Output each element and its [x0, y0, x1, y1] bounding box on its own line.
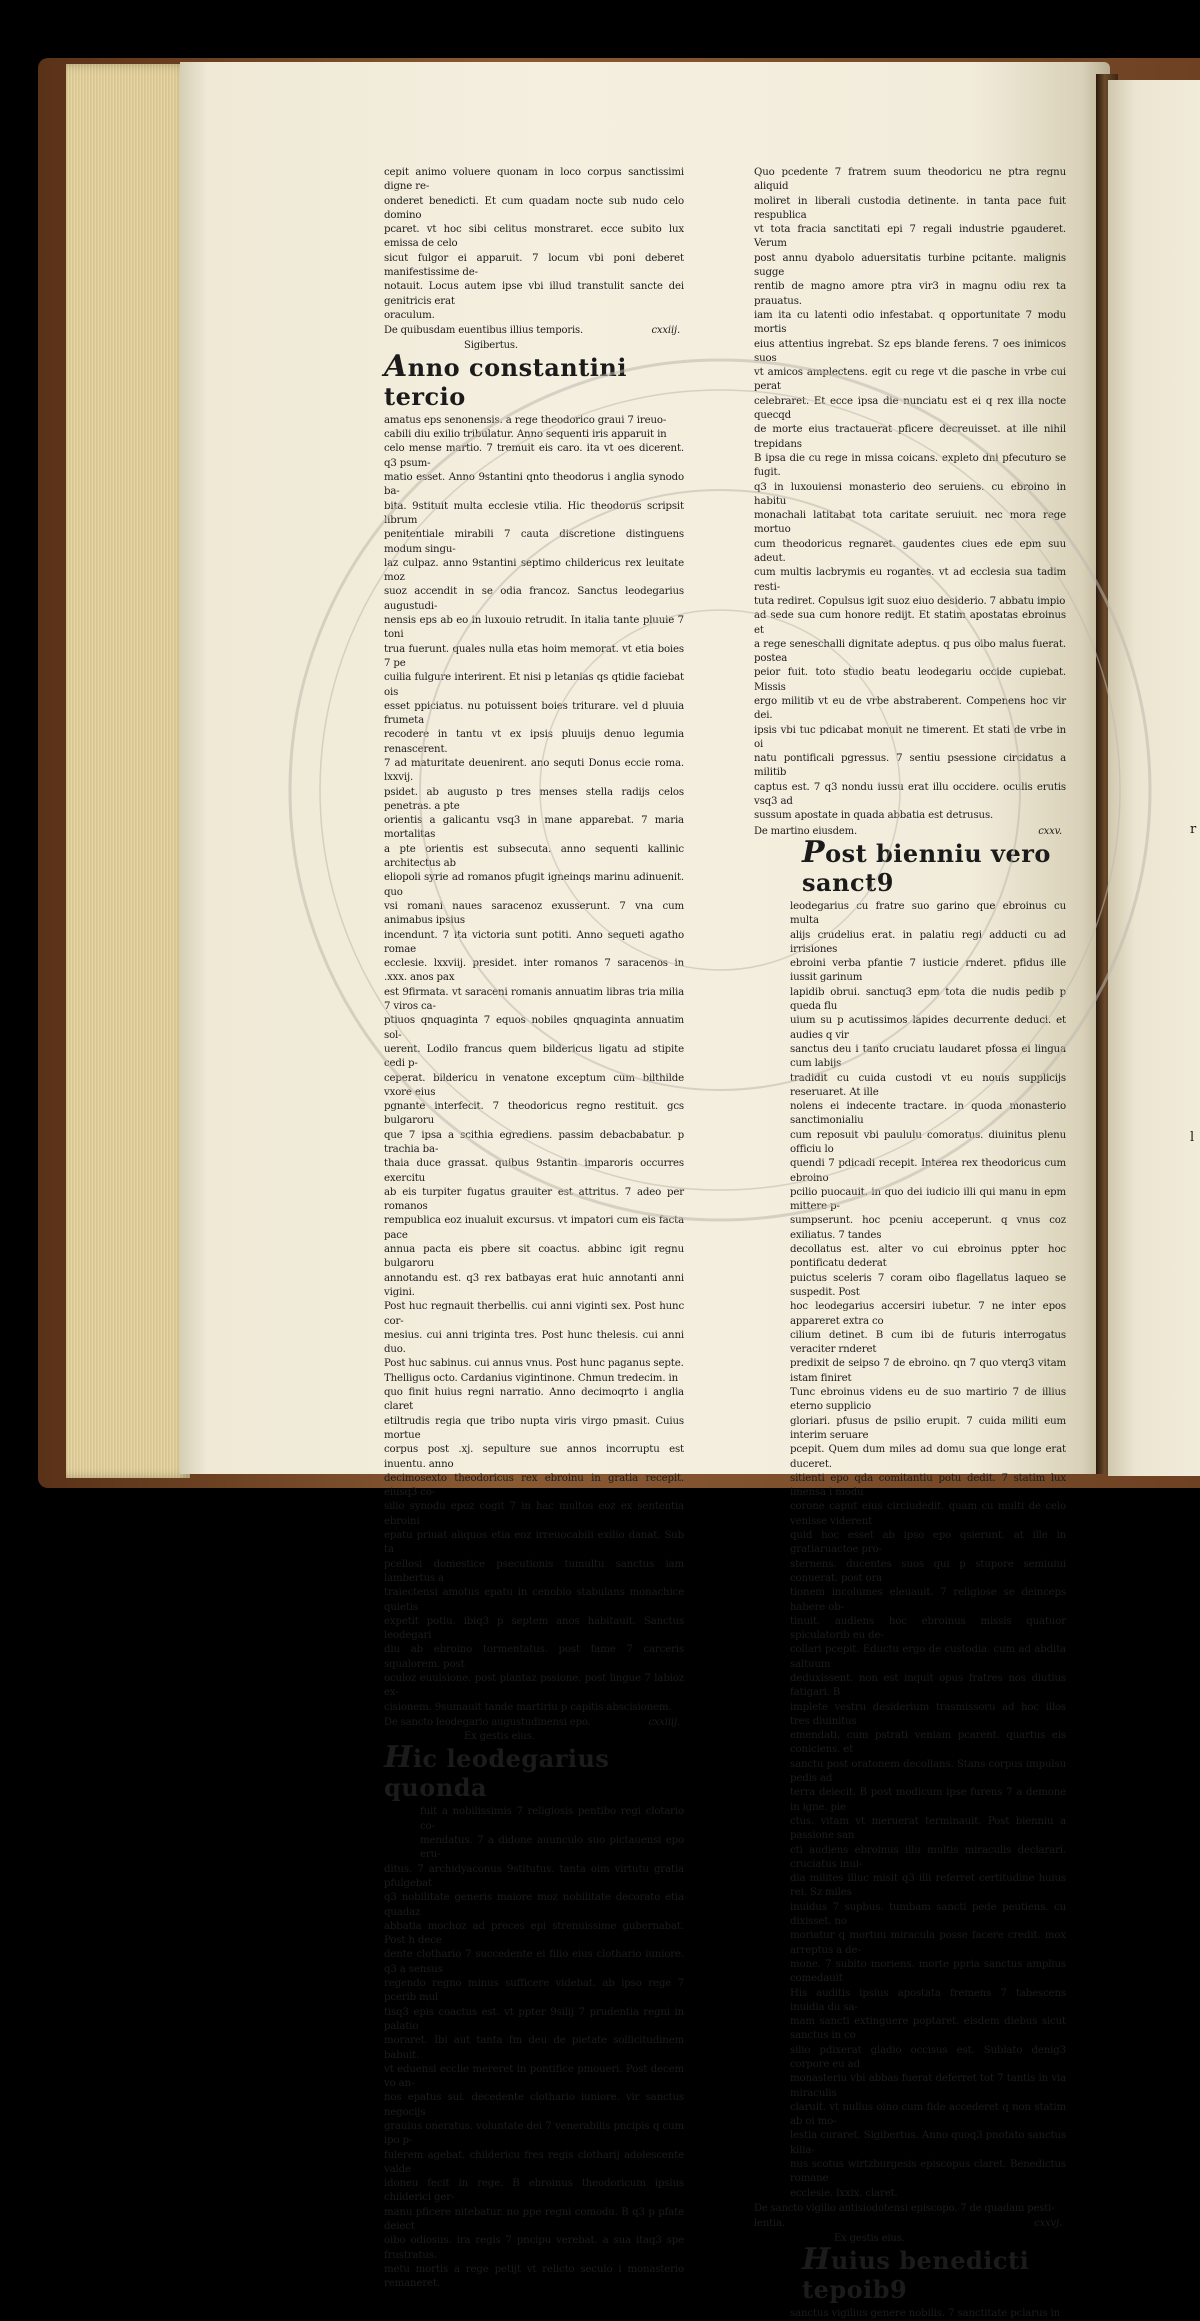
section-heading: [754, 2241, 1066, 2307]
paragraph: leodegarius cu fratre suo garino que ebroinus cu multa alijs crudelius erat. in palatiu regi adducti cu ad irrisiones ebroini verba pfantie 7 iusticie rnderet. pfidus ille iussit garinum lapidib obrui. sanctuq3 epm tota die nudis pedib p queda flu uium su p acutissimos lapides decurrente deduci. et audies q vir sanctus deu i tanto cruciatu laudaret pfossa ei lingua cum labijs tradidit cu cuida custodi vt eu nouis supplicijs reseruaret. At ille nolens ei indecente tractare. in quoda monasterio sanctimonialiu cum reposuit vbi paululu comoratus. diuinitus plenu officiu lo quendi 7 pdicadi recepit. Interea rex theodoricus cum ebroino pcilio puocauit. in quo dei iudicio illi qui manu in epm mittere p- sumpserunt. hoc pceniu acceperunt. q vnus coz exiliatus. 7 tandes decollatus est. alter vo cui ebroinus ppter hoc pontificatu dederat puictus sceleris 7 coram oibo flagellatus laqueo se suspedit. Post hoc leodegarius accersiri iubetur. 7 ne inter epos appareret extra co cilium detinet. B cum ibi de futuris interrogatus veraciter rnderet predixit de seipso 7 de ebroino. qn 7 quo vterq3 vitam istam finiret Tunc ebroinus videns eu de suo martirio 7 de illius eterno supplicio gloriari. pfusus de psilio erupit. 7 cuida militi eum interim seruare pcepit. Quem dum miles ad domu sua que longe erat duceret. sitienti epo qda comitantiu potu dedit. 7 statim lux imensa i modu corone caput eius circiudedit. quam cu multi de celo venisse viderent quid hoc esset ab ipso epo qsierunt. at ille in gratiaruactoe pro- sternens. ducentes suos qui p stupore semiuiui conuerat. post ora tionem incolumes eleuauit. 7 religiose se deinceps habere ob- tinuit. audiens hoc ebroinus missis quatuor spiculatorib eu de- collari pcepit. Eductu ergo de custodia. cum ad abdita saltuum deduxissent. non est inquit opus fratres nos diutius fatigari. B implete vestru desiderium trasmissoru ad hoc illos tres diuinitus emendati. cum pstrati veniam pcarent. quartus eis coniciens. et sanctu post oratonem decollans. Stans corpus impulsu pedis ad terra deiecit. B post modicum ipse furens 7 a demone in igne. pie ctus. vitam vt meruerat terminauit. Post bienniu a passione san cti audiens ebroinus illu multis miraculis declarari. cruciatus inui- dia milites illuc misit q3 illi referret certitudine huius rei. Sz miles inuidus 7 supbus. tumbam sancti pede peutiens. cu dixisset. no moriatur q mortuu miracula posse facere credit. mox arreptus a de- mone. 7 subito moriens. morte ppria sanctus amplius comedauit His auditis ipsius apostata fremens 7 tabescens inuidia du sa- mam sancti extinguere poptaret. eisdem diebus sicut sanctus in co silio pdixerat gladio occisus est. Sublato denig3 corpore eu ad monasteriu vbi abbas fuerat deferret tot 7 tantis in via miraculis claruit. vt nullus oino cum fide accederet q non statim ab oi mo- lestia curaret. Sigibertus. Anno quoq3 pnotato sanctus kilia- nus scotus wirtzburgesis episcopus claret. Benedictus romane ecclesie. lxxix. claret.: [790, 900, 1066, 2199]
source-attribution: Ex gestis eius.: [464, 1731, 535, 1743]
rubric-text: De sancto leodegario augustudinensi epo.: [384, 1716, 591, 1728]
rubric-text: De martino eiusdem.: [754, 825, 858, 837]
rubric-text: De quibusdam euentibus illius temporis.: [384, 325, 584, 337]
section-heading: [384, 348, 684, 414]
rubric-text: De sancto vigilio antisiodotensi episcopo. 7 de quadam pesti-: [754, 2202, 1055, 2214]
paragraph: fuit a nobilissimis 7 religiosis pentibo regi clotario co- mendatus. 7 a didone auunculo suo pictauensi epo eru-: [420, 1806, 684, 1861]
chapter-number: cxxvj.: [1034, 2218, 1062, 2230]
heading-text: ost bienniu vero sanct9: [802, 838, 1051, 897]
initial-letter: H: [802, 2241, 831, 2277]
page-block-edge: [66, 64, 190, 1478]
chapter-number: cxxiij.: [651, 325, 680, 337]
section-heading: [754, 834, 1066, 900]
chapter-rubric: [384, 324, 684, 338]
source-attribution: Sigibertus.: [464, 339, 518, 351]
source-attribution: Ex gestis eius.: [834, 2232, 905, 2244]
heading-text: ic leodegarius quonda: [384, 1744, 610, 1803]
chapter-rubric: [754, 825, 1066, 839]
paragraph: amatus eps senonensis. a rege theodorico graui 7 ireuo- cabili diu exilio tribulatur. Anno sequenti iris apparuit in celo mense martio. 7 tremuit eis caro. ita vt oes dicerent. q3 psum- matio esset. Anno 9stantini qnto theodorus i anglia synodo ba- bita. 9stituit multa ecclesie vtilia. Hic theodorus scripsit librum penitentiale mirabili 7 cauta discretione distinguens modum singu- laz culpaz. anno 9stantini septimo childericus rex leuitate moz suoz accendit in se odia francoz. Sanctus leodegarius augustudi- nensis eps ab eo in luxouio retrudit. In italia tante pluuie 7 toni trua fuerunt. quales nulla etas hoim memorat. vt etia boies 7 pe cuilia fulgure interirent. Et nisi p letanias qs qtidie faciebat ois esset ppiciatus. nu potuissent boies triturare. vel d pluuia frumeta recodere in tantu vt ex ipsis pluuijs denuo legumia renascerent. 7 ad maturitate deuenirent. ano sequti Donus eccie roma. lxxvij. psidet. ab augusto p tres menses stella radijs celos penetras. a pte orientis a galicantu vsq3 in mane apparebat. 7 maria mortalitas a pte orientis est subsecuta. anno sequenti kallinic architectus ab eliopoli syrie ad romanos pfugit igneinqs marinu adinuenit. quo vsi romani naues saracenoz exusserunt. 7 vna cum animabus ipsius incendunt. 7 ita victoria sunt potiti. Anno sequeti agatho romae ecclesie. lxxviij. presidet. inter romanos 7 saracenos in .xxx. anos pax est 9firmata. vt saraceni romanis annuatim libras tria milia 7 viros ca- ptiuos qnquaginta 7 equos nobiles qnquaginta annuatim sol- uerent. Lodilo francus quem bildericus ligatu ad stipite cedi p- ceperat. bildericu in venatone exceptum cum bilthilde vxore eius pgnante interfecit. 7 theodoricus regno restituit. gcs bulgaroru que 7 ipsa a scithia egrediens. passim debacbabatur. p trachia ba- thaia duce grassat. quibus 9stantin imparoris occurres exercitu ab eis turpiter fugatus grauiter est attritus. 7 adeo per romanos rempublica eoz inualuit excursus. vt impatori cum eis facta pace annua pacta eis pbere sit coactus. abbinc igit regnu bulgaroru annotandu est. q3 rex batbayas erat huic annotanti anni vigini. Post huc regnauit therbellis. cui anni viginti sex. Post hunc cor- mesius. cui anni triginta tres. Post hunc thelesis. cui anni duo. Post huc sabinus. cui annus vnus. Post hunc paganus septe. Thelligus octo. Cardanius vigintinone. Chmun tredecim. in quo finit huius regni narratio. Anno decimoqrto i anglia claret etiltrudis regia que tribo nupta viris virgo pmasit. Cuius mortue corpus post .xj. sepulture sue annos incorruptu est inuentu. anno decimosexto theodoricus rex ebroinu in gratia recepit. eiusq3 co- silio synodu epoz cogit 7 in hac multos eoz ex sententia ebroini epatu priuat aliquos etia eoz irreuocabili exilio danat. Sub ta pcellosi domestice psecutionis tumultu sanctus iam lambertus a traiectensi amotus epatu in cenobio stabulans monachice quietis expetit potiu. ibiq3 p septem anos habitauit. Sanctus leodegari diu ab ebroino tormentatus. post fame 7 carceris squalorem. post oculoz euulsione. post plantaz pssione. post lingue 7 labioz ex- cisionem. 9sumauit tande martiriu p capitis abscisionem.: [384, 414, 684, 1713]
initial-letter: P: [802, 834, 826, 870]
initial-letter: A: [384, 348, 408, 384]
chapter-rubric: [754, 2217, 1066, 2231]
text-column-right: [754, 166, 1066, 2321]
paragraph: ditus. 7 archidyaconus 9stitutus. tanta oim virtutu gratia pfulgebat q3 nobilitate generis maiore moz nobilitate decorato etia quadaz abbatia mochoz ad preces epi strenuissime gubernabat. Post h dece dente clothario 7 succedente ei filio eius clothario iuniore. q3 a sensus regendo regno minus sufficere videbat. ab ipso rege 7 pcerib mul tisq3 epis coactus est. vt ppter 9silij 7 prudentia regni in palatio moraret. Ibi aut tanta fm deu de pietate sollicitudinem babuit. vt eduensi ecclie mereret in pontifice pmoueri. Post decem vo an- nos epatus sui. decedente clothario iuniore. vir sanctus negocijs grauius oneratus. voluntate dei 7 venerabilis pncipis q cum ipo p- fulerem agebat. childericu fres regis clotharij adolescente valde idoneu fecit in rege. B ebroinus theodoricum ipsius childerici ger- manu pficere nitebatur. no ppe regni comodu. B q3 p pfate deiect oibo odiosus. ira regis 7 pncipu verebat. a sua itaq3 spe frustratus. metu mortis a rege petijt vt relicto seculo i monasterio remaneret.: [384, 1863, 684, 2290]
chapter-number: cxxiiij.: [648, 1716, 680, 1728]
initial-letter: H: [384, 1740, 413, 1776]
text-column-left: [384, 166, 684, 2292]
chapter-rubric: [754, 2202, 1066, 2216]
facing-page-fragment: l: [1190, 1130, 1195, 1145]
paragraph: cepit animo voluere quonam in loco corpus sanctissimi digne re- onderet benedicti. Et cum quadam nocte sub nudo celo domino pcaret. vt hoc sibi celitus monstraret. ecce subito lux emissa de celo sicut fulgor ei apparuit. 7 locum vbi poni deberet manifestissime de- notauit. Locus autem ipse vbi illud transtulit sancte dei genitricis erat oraculum.: [384, 167, 684, 321]
heading-text: uius benedicti tepoib9: [802, 2245, 1030, 2304]
heading-text: nno constantini tercio: [384, 352, 627, 411]
paragraph: Quo pcedente 7 fratrem suum theodoricu ne ptra regnu aliquid moliret in liberali custodia detinente. in tanta pace fuit respublica vt tota fracia sanctitati epi 7 regali industrie pgauderet. Verum post annu dyabolo aduersitatis turbine pcitante. malignis sugge rentib de magno amore ptra vir3 in magnu odiu rex ta prauatus. iam ita cu latenti odio infestabat. q opportunitate 7 modu mortis eius attentius ingrebat. Sz eps blande ferens. 7 oes inimicos suos vt amicos amplectens. egit cu rege vt die pasche in vrbe cui perat celebraret. Et ecce ipsa die nunciatu est ei q rex illa nocte quecqd de morte eius tractauerat pficere decreuisset. at ille nihil trepidans B ipsa die cu rege in missa coicans. expleto dni pfecuturo se fugit. q3 in luxouiensi monasterio deo seruiens. cu ebroino in habitu monachali latitabat tota caritate seruiuit. nec mora rege mortuo cum theodoricus regnaret. gaudentes ciues ede epm suu adeut. cum multis lacbrymis eu rogantes. vt ad ecclesia sua tadim resti- tuta rediret. Copulsus igit suoz eiuo desiderio. 7 abbatu impio ad sede sua cum honore redijt. Et statim apostatas ebroinus et a rege seneschalli dignitate adeptus. q pus oibo malus fuerat. postea peior fuit. toto studio beatu leodegariu occide cupiebat. Missis ergo militib vt eu de vrbe abstraberent. Compenens hoc vir dei. ipsis vbi tuc pdicabat monuit ne timerent. Et stati de vrbe in oi natu pontificali pgressus. 7 sentiu psessione circidatus a militib captus est. 7 q3 nondu iussu erat illu occidere. oculis erutis vsq3 ad sussum apostate in quada abbatia est detrusus.: [754, 167, 1066, 822]
facing-page-fragment: r: [1190, 822, 1197, 837]
paragraph: sanctus vigilius genere nobilis. 7 sanctitate pclarus in: [790, 2307, 1061, 2319]
rubric-text: lentia.: [754, 2218, 785, 2230]
section-heading: [384, 1740, 684, 1805]
chapter-rubric: [384, 1716, 684, 1730]
facing-page-edge: [1108, 80, 1200, 1476]
chapter-number: cxxv.: [1038, 825, 1062, 837]
